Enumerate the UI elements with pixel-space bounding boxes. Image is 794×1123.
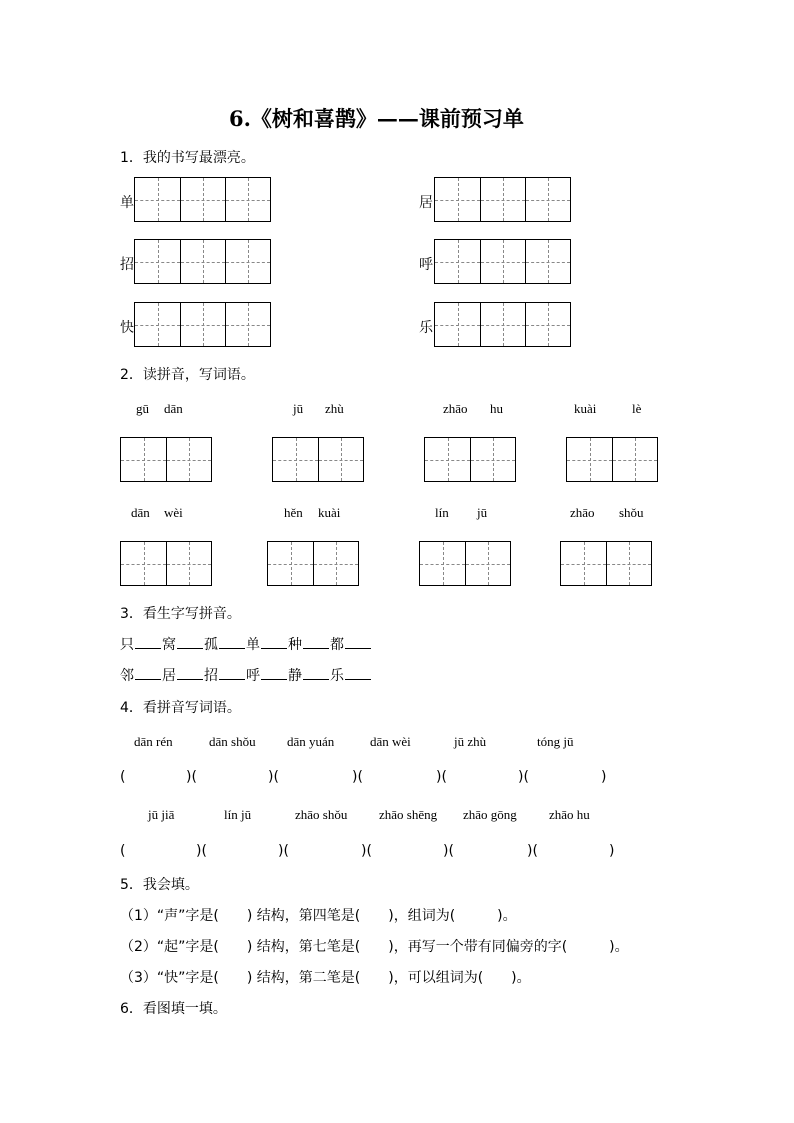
pinyin: zhāo (570, 505, 595, 520)
pinyin: dān wèi (370, 734, 411, 749)
answer-paren[interactable]: )( (527, 843, 538, 859)
pinyin: dān (131, 505, 150, 520)
q5-item[interactable]: （1）“声”字是( ) 结构，第四笔是( )，组词为( )。 (120, 908, 517, 924)
answer-blank[interactable] (177, 665, 203, 680)
pinyin: dān (164, 401, 183, 416)
writing-grid[interactable] (434, 302, 571, 347)
writing-grid[interactable] (560, 541, 652, 586)
answer-blank[interactable] (303, 634, 329, 649)
q1-char-label: 乐 (419, 320, 433, 336)
q5-item[interactable]: （3）“快”字是( ) 结构，第二笔是( )，可以组词为( )。 (120, 970, 531, 986)
writing-grid[interactable] (272, 437, 364, 482)
q1-char-label: 招 (120, 257, 134, 273)
writing-grid[interactable] (434, 239, 571, 284)
page-title: 6.《树和喜鹊》——课前预习单 (229, 106, 524, 131)
writing-grid[interactable] (434, 177, 571, 222)
pinyin: hěn (284, 505, 303, 520)
q4-heading: 4．看拼音写词语。 (120, 700, 241, 716)
pinyin: zhāo gōng (463, 807, 517, 822)
pinyin: shǒu (619, 505, 644, 520)
answer-blank[interactable] (135, 665, 161, 680)
writing-grid[interactable] (134, 302, 271, 347)
pinyin: jū (477, 505, 488, 520)
q1-char-label: 居 (419, 195, 433, 211)
pinyin: dān shǒu (209, 734, 256, 749)
writing-grid[interactable] (134, 239, 271, 284)
q3-line-1: 只 窝 孤 单 种 都 (120, 634, 372, 654)
answer-blank[interactable] (135, 634, 161, 649)
writing-grid[interactable] (566, 437, 658, 482)
pinyin: zhù (325, 401, 344, 416)
pinyin: dān rén (134, 734, 173, 749)
answer-blank[interactable] (303, 665, 329, 680)
pinyin: zhāo shǒu (295, 807, 348, 822)
pinyin: jū zhù (454, 734, 487, 749)
writing-grid[interactable] (267, 541, 359, 586)
writing-grid[interactable] (419, 541, 511, 586)
pinyin: zhāo hu (549, 807, 590, 822)
pinyin: dān yuán (287, 734, 335, 749)
pinyin: wèi (164, 505, 183, 520)
answer-paren[interactable]: )( (352, 769, 363, 785)
q1-char-label: 单 (120, 195, 134, 211)
pinyin: tóng jū (537, 734, 574, 749)
answer-paren[interactable]: ) (609, 843, 615, 859)
writing-grid[interactable] (120, 437, 212, 482)
q3-heading: 3．看生字写拼音。 (120, 606, 241, 622)
pinyin: gū (136, 401, 149, 416)
q3-line-2: 邻 居 招 呼 静 乐 (120, 665, 372, 685)
q2-heading: 2．读拼音，写词语。 (120, 367, 255, 383)
answer-blank[interactable] (345, 634, 371, 649)
q1-char-label: 呼 (419, 257, 433, 273)
q5-item[interactable]: （2）“起”字是( ) 结构，第七笔是( )，再写一个带有同偏旁的字( )。 (120, 939, 629, 955)
answer-paren[interactable]: )( (278, 843, 289, 859)
pinyin: jū jiā (148, 807, 175, 822)
answer-paren[interactable]: )( (361, 843, 372, 859)
answer-blank[interactable] (219, 634, 245, 649)
pinyin: zhāo (443, 401, 468, 416)
answer-paren[interactable]: ( (120, 843, 126, 859)
q6-heading: 6．看图填一填。 (120, 1001, 227, 1017)
pinyin: jū (293, 401, 304, 416)
answer-paren[interactable]: ) (601, 769, 607, 785)
answer-blank[interactable] (345, 665, 371, 680)
pinyin: hu (490, 401, 503, 416)
answer-blank[interactable] (177, 634, 203, 649)
writing-grid[interactable] (134, 177, 271, 222)
answer-paren[interactable]: ( (120, 769, 126, 785)
pinyin: zhāo shēng (379, 807, 438, 822)
q1-heading: 1．我的书写最漂亮。 (120, 150, 255, 166)
answer-paren[interactable]: )( (268, 769, 279, 785)
pinyin: lín jū (224, 807, 252, 822)
pinyin: lè (632, 401, 642, 416)
answer-paren[interactable]: )( (186, 769, 197, 785)
answer-paren[interactable]: )( (196, 843, 207, 859)
pinyin: kuài (318, 505, 341, 520)
answer-paren[interactable]: )( (436, 769, 447, 785)
answer-paren[interactable]: )( (443, 843, 454, 859)
answer-blank[interactable] (261, 634, 287, 649)
writing-grid[interactable] (424, 437, 516, 482)
answer-paren[interactable]: )( (518, 769, 529, 785)
q1-char-label: 快 (120, 320, 134, 336)
pinyin: kuài (574, 401, 597, 416)
q5-heading: 5．我会填。 (120, 877, 199, 893)
writing-grid[interactable] (120, 541, 212, 586)
answer-blank[interactable] (261, 665, 287, 680)
answer-blank[interactable] (219, 665, 245, 680)
pinyin: lín (435, 505, 449, 520)
